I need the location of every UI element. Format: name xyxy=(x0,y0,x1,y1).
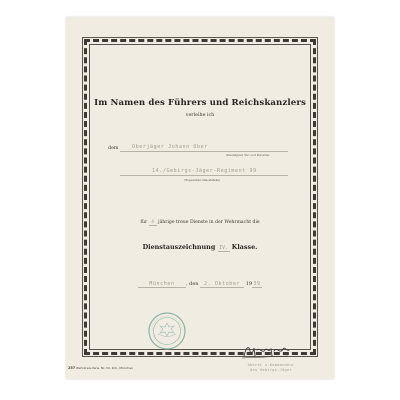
recipient-caption: (Dienstgrad, Vor- und Zuname) xyxy=(226,153,270,157)
recipient-line xyxy=(120,151,288,152)
service-years: 4 xyxy=(149,220,157,226)
unit-line xyxy=(120,175,288,176)
award-line xyxy=(90,243,310,252)
certificate-sheet xyxy=(66,17,334,379)
unit-caption: (Truppenteil, Dienststelle) xyxy=(184,178,221,182)
signature-caption-2: des Gebirgs-Jäger xyxy=(250,368,292,372)
date-day: 2. Oktober xyxy=(200,281,244,288)
award-class: IV. xyxy=(219,245,229,251)
official-seal-stamp xyxy=(146,310,188,352)
recipient-prefix: dem xyxy=(108,146,119,151)
signature-caption-1: Oberst u.Kommandeur xyxy=(247,363,295,367)
date-year-prefix: 19 xyxy=(245,281,253,287)
unit-name: 14./Gebirgs-Jäger-Regiment 99 xyxy=(152,168,257,174)
date-separator: , den xyxy=(185,281,199,287)
form-number: 257 xyxy=(68,366,76,370)
award-label: Dienstauszeichnung xyxy=(142,243,216,251)
date-year: 39 xyxy=(253,281,261,287)
printer-imprint xyxy=(68,366,133,370)
recipient-name: Oberjäger Johann Ober xyxy=(132,144,208,150)
service-line xyxy=(90,220,310,226)
imprint-text: Wehrkreis-Verw. Nr. VII, Kdr., München xyxy=(76,366,134,370)
handwritten-signature xyxy=(240,341,292,361)
date-place: München xyxy=(138,281,186,288)
service-text: jährige treue Dienste in der Wehrmacht die xyxy=(158,220,260,225)
intro-text: verleihe ich xyxy=(185,113,215,118)
date-row xyxy=(90,281,310,288)
service-prefix: für xyxy=(140,220,148,225)
certificate-heading: Im Namen des Führers und Reichskanzlers xyxy=(94,98,306,108)
award-label-after: Klasse. xyxy=(231,243,258,251)
